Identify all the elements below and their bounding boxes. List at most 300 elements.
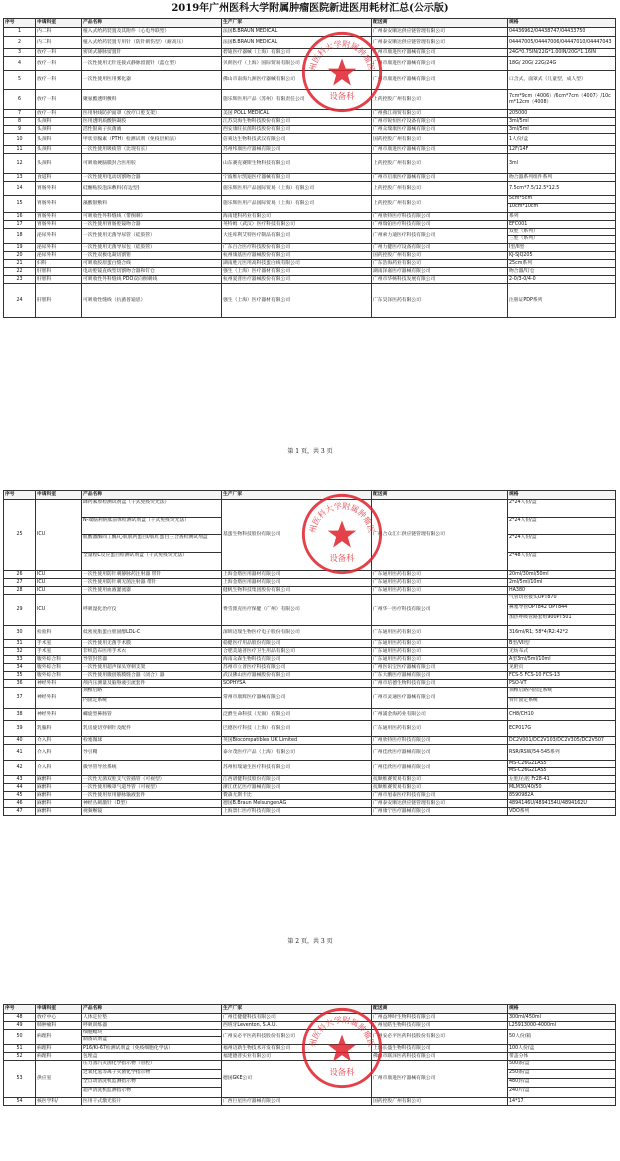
row-number: 11: [4, 146, 36, 154]
row-number: 44: [4, 784, 36, 792]
table-row: [4, 118, 616, 126]
department-cell: 头颈科: [36, 126, 82, 134]
product-name-cell: 藻酸银敷料: [82, 196, 222, 213]
spec-cell: 14*17: [508, 1098, 616, 1106]
table-row: [4, 196, 616, 213]
spec-cell: 04436962/04438747/04433750: [508, 28, 616, 37]
spec-cell-line: 500条/盒: [508, 1061, 615, 1070]
page-footer-2: 第 2 页，共 3 页: [287, 938, 333, 945]
manufacturer-cell: 法国B.BRAUN MEDICAL: [222, 37, 372, 49]
table-row: [4, 664, 616, 672]
table-row: [4, 90, 616, 110]
product-name-cell: 医用透明质酸钠凝胶: [82, 118, 222, 126]
row-number: 43: [4, 776, 36, 784]
row-number: 31: [4, 640, 36, 648]
product-name-cell-line: 肌酸激酶同工酶/心肌肌钙蛋白I/肌红蛋白三合查检测试剂盒: [82, 535, 221, 553]
row-number: 2: [4, 37, 36, 49]
table-row: [4, 37, 616, 49]
distributor-cell: 广州合众汇仁供应链管理有限公司: [372, 500, 508, 571]
manufacturer-cell: 泛爵生命科技（无锡）有限公司: [222, 709, 372, 721]
department-cell: 麻醉科: [36, 808, 82, 816]
table-row: [4, 1053, 616, 1061]
table-row: [4, 146, 616, 154]
table-row: [4, 244, 616, 252]
distributor-cell: 广州市华畅科技发展有限公司: [372, 276, 508, 284]
product-name-cell: 可吸收性外科缝线 PDO双向倒刺线: [82, 276, 222, 284]
row-number: 52: [4, 1053, 36, 1061]
spec-cell: 8590982A: [508, 792, 616, 800]
spec-cell: 04447005/04447006/04447010/04447043: [508, 37, 616, 49]
table-row: [4, 626, 616, 640]
manufacturer-cell: 武汉佛山医疗器械股份有限公司: [222, 672, 372, 680]
manufacturer-cell: 广东百合医疗科技股份有限公司: [222, 244, 372, 252]
column-header: 序号: [4, 19, 36, 28]
table-row: [4, 1098, 616, 1106]
consumables-table: [3, 18, 616, 318]
spec-cell: A型3ml/5ml/10ml: [508, 656, 616, 664]
distributor-cell: 广州星皓生物科技有限公司: [372, 1022, 508, 1030]
table-row: [4, 648, 616, 656]
distributor-cell: 广州市康进医疗器械有限公司: [372, 49, 508, 57]
product-name-cell-line: 压力蒸汽灭菌化学指示物（管腔）: [82, 1061, 221, 1070]
distributor-cell: 广东通用医药有限公司: [372, 721, 508, 737]
distributor-cell: 广东通用医药有限公司: [372, 640, 508, 648]
table-row: [4, 579, 616, 587]
distributor-cell: 广东通用医药有限公司: [372, 587, 508, 595]
spec-cell-line: 气管切管接头OPT870: [508, 595, 615, 605]
manufacturer-cell: 施乐辉医用产品（苏州）有限责任公司: [222, 90, 372, 110]
row-number: 35: [4, 672, 36, 680]
row-number: 13: [4, 174, 36, 182]
spec-cell: 316ml/R1; 58*4/R2:42*2: [508, 626, 616, 640]
spec-cell: RSR/RSW/54-545系列: [508, 745, 616, 761]
row-number: 22: [4, 268, 36, 276]
distributor-cell: 广州众瑞康医疗器械有限公司: [372, 126, 508, 134]
row-number: 34: [4, 664, 36, 672]
distributor-cell: 抚顺维赛贸易有限公司: [372, 776, 508, 784]
department-cell: 核医学科/: [36, 1098, 82, 1106]
distributor-cell: 国药控股广州有限公司: [372, 134, 508, 146]
spec-cell: 注册证PDP系列: [508, 284, 616, 318]
column-header: 规格: [508, 491, 616, 500]
spec-cell: 25cm系列: [508, 260, 616, 268]
department-cell: ICU: [36, 571, 82, 579]
product-name-cell-line: N-端脑利钠肽前体检测试剂盒（干式免疫荧光法）: [82, 518, 221, 536]
product-name-cell: 一次性使用无菌手术膜: [82, 640, 222, 648]
row-number: 20: [4, 252, 36, 260]
row-number: 28: [4, 587, 36, 595]
product-name-cell: 植入式给药装置及其附件（心电导联型）: [82, 28, 222, 37]
distributor-cell: 广州燕江商贸有限公司: [372, 110, 508, 118]
product-name-cell: 一次性使用泵用静脉输液套件: [82, 792, 222, 800]
manufacturer-cell: 福建德普实业有限公司: [222, 1053, 372, 1061]
distributor-cell: 广州欣特医疗科技有限公司: [372, 213, 508, 221]
distributor-cell: 广州市灵通医疗器械有限公司: [372, 688, 508, 709]
column-header: 申请科室: [36, 1005, 82, 1014]
manufacturer-cell: 費森尤斯卡比: [222, 792, 372, 800]
product-name-cell-line: 过氧化氢等离子灭菌化学指示物: [82, 1070, 221, 1079]
table-row: [4, 154, 616, 174]
department-cell: 胃肠外科: [36, 213, 82, 221]
manufacturer-cell: 强生（上海）医疗器材有限公司: [222, 268, 372, 276]
row-number: 46: [4, 800, 36, 808]
product-name-cell: 微导管导丝系统: [82, 761, 222, 776]
row-number: 24: [4, 284, 36, 318]
product-name-cell: 一次性使用喉罩气道导管（可视型）: [82, 784, 222, 792]
spec-cell: 300ml/450ml: [508, 1014, 616, 1022]
manufacturer-cell: 上海金塔医用器材有限公司: [222, 571, 372, 579]
product-name-cell: 一次性使用超声探头穿刺支架: [82, 664, 222, 672]
department-cell: 肝胆科: [36, 268, 82, 276]
spec-cell: 口含式，面罩式（儿童型，成人型）: [508, 71, 616, 90]
manufacturer-cell: 苏州恒瑞迪生医疗科技有限公司: [222, 761, 372, 776]
department-cell: 头颈科: [36, 146, 82, 154]
table-row: [4, 126, 616, 134]
product-name-cell: 一次性无菌双腔支气管插管（可视型）: [82, 776, 222, 784]
distributor-cell: 广东大鹏医疗器械有限公司: [372, 672, 508, 680]
column-header: 生产厂家: [222, 19, 372, 28]
manufacturer-cell: 西班牙Leventon, S.A.U.: [222, 1022, 372, 1030]
department-cell: 腹外综合科: [36, 656, 82, 664]
distributor-cell: 广东通用医药有限公司: [372, 626, 508, 640]
spec-cell: 2-0/3-0/4-0: [508, 276, 616, 284]
spec-cell: 18G/ 20G/ 22G/24G: [508, 57, 616, 71]
table-row: [4, 134, 616, 146]
row-number: 48: [4, 1014, 36, 1022]
table-row: [4, 252, 616, 260]
manufacturer-cell: 广州安必平医药科技股份有限公司: [222, 1030, 372, 1045]
spec-cell-line: 加热呼吸管路套组900PT501: [509, 615, 572, 620]
spec-cell-line: 2*24人份/盒: [508, 518, 615, 536]
department-cell: 介入科: [36, 745, 82, 761]
department-cell: 麻醉科: [36, 800, 82, 808]
spec-cell-line: 480封/盒: [508, 1079, 615, 1088]
spec-cell: [508, 761, 616, 776]
seal-sub-text: 设备科: [329, 552, 355, 563]
distributor-cell: 广州康宁医疗器械有限公司: [372, 808, 508, 816]
product-name-cell: 电动腔镜直线型切割吻合器和钉仓: [82, 268, 222, 276]
spec-cell: ECP017G: [508, 721, 616, 737]
spec-cell: 50人份/箱: [508, 1030, 616, 1045]
table-header-row: [4, 1005, 616, 1014]
spec-cell: HA380: [508, 587, 616, 595]
spec-cell: KJ-SJQ205: [508, 252, 616, 260]
department-cell: 放疗一科: [36, 110, 82, 118]
spec-cell: 系列: [508, 213, 616, 221]
department-cell: 放疗一科: [36, 49, 82, 57]
product-name-cell: 医用射线防护面罩（放疗口腔支架）: [82, 110, 222, 118]
distributor-cell: 广州市培德生物科技有限公司: [372, 680, 508, 688]
column-header: 序号: [4, 491, 36, 500]
table-row: [4, 284, 616, 318]
product-name-cell: 包埋盒: [82, 1053, 222, 1061]
product-name-cell: 神经丛刺激针（D型）: [82, 800, 222, 808]
product-name-cell-line: 超声清洗机监测指示物: [83, 1088, 131, 1093]
distributor-cell: 广州瑞铂医疗科技有限公司: [372, 221, 508, 229]
table-row: [4, 1022, 616, 1030]
department-cell: 食道科: [36, 174, 82, 182]
manufacturer-cell: 贝朗医疗（上海）国际贸易有限公司: [222, 57, 372, 71]
spec-cell: 2ml/5ml/10ml: [508, 579, 616, 587]
table-row: [4, 229, 616, 244]
table-row: [4, 110, 616, 118]
manufacturer-cell: 费雪派克医疗保健（广州）有限公司: [222, 595, 372, 626]
department-cell: 泌尿外科: [36, 252, 82, 260]
manufacturer-cell: 宁波维尔凯迪医疗器械有限公司: [222, 174, 372, 182]
column-header: 规格: [508, 1005, 616, 1014]
table-header-row: [4, 491, 616, 500]
table-row: [4, 761, 616, 776]
seal-sub-text: 设备科: [329, 1066, 355, 1077]
row-number: 40: [4, 737, 36, 745]
document-title: 2019年广州医科大学附属肿瘤医院新进医用耗材汇总(公示版): [171, 3, 449, 14]
distributor-cell: 广东通用医药有限公司: [372, 571, 508, 579]
manufacturer-cell: 杭州爱普医疗器械股份有限公司: [222, 276, 372, 284]
manufacturer-cell: 法国B.BRAUN MEDICAL: [222, 28, 372, 37]
manufacturer-cell: 倍爽达生物科技武汉有限公司: [222, 134, 372, 146]
distributor-cell: 广州市康进医疗器械有限公司: [372, 1061, 508, 1098]
distributor-cell: 广东通用医药有限公司: [372, 656, 508, 664]
product-name-cell: 视频喉镜: [82, 808, 222, 816]
product-name-cell: 导引鞘: [82, 745, 222, 761]
table-row: [4, 182, 616, 196]
row-number: 21: [4, 260, 36, 268]
manufacturer-cell: 美国 POLL MEDICAL: [222, 110, 372, 118]
department-cell: 神经外科: [36, 709, 82, 721]
distributor-cell: 广州泰安顺达供应链管理有限公司: [372, 800, 508, 808]
product-name-cell: 硅酮贴胶泡沫敷料(有边型): [82, 182, 222, 196]
table-row: [4, 1045, 616, 1053]
department-cell: 病理科: [36, 1030, 82, 1045]
spec-cell-line: 2*24人份/盒: [508, 535, 615, 553]
distributor-cell: 广东浩海药业有限公司: [372, 260, 508, 268]
product-name-cell: [82, 1061, 222, 1098]
spec-cell: 20ml/30ml/50ml: [508, 571, 616, 579]
column-header: 申请科室: [36, 19, 82, 28]
table-row: [4, 1014, 616, 1022]
manufacturer-cell: 佛山市南海九洲医疗器械有限公司: [222, 71, 372, 90]
distributor-cell: 广州佳欣医疗器械有限公司: [372, 761, 508, 776]
department-cell: 泌尿外科: [36, 244, 82, 252]
row-number: 33: [4, 656, 36, 664]
spec-cell: DC2V001/DC2V103/DC2V305/DC2V507: [508, 737, 616, 745]
row-number: 16: [4, 213, 36, 221]
table-header-row: [4, 19, 616, 28]
department-cell: 检验科: [36, 626, 82, 640]
spec-cell: [508, 500, 616, 571]
distributor-cell: 广州市旭泰医疗科技有限公司: [372, 792, 508, 800]
product-name-cell: 医用干式激光胶片: [82, 1098, 222, 1106]
table-row: [4, 800, 616, 808]
column-header: 配送商: [372, 19, 508, 28]
product-name-cell: 一次性使用无菌导尿包（硅胶管）: [82, 244, 222, 252]
distributor-cell: 上海长盛生物科技有限公司: [372, 1045, 508, 1053]
table-row: [4, 587, 616, 595]
row-number: 14: [4, 182, 36, 196]
product-name-cell: 一次性使用吸痰管（比现有长）: [82, 146, 222, 154]
table-row: [4, 1061, 616, 1098]
table-row: [4, 268, 616, 276]
product-name-cell: 活性银离子抗菌液: [82, 126, 222, 134]
table-row: [4, 1030, 616, 1045]
department-cell: 腹外综合科: [36, 664, 82, 672]
manufacturer-cell: 强生（上海）医疗器材有限公司: [222, 284, 372, 318]
table-row: [4, 680, 616, 688]
distributor-cell: 上药控股广州有限公司: [372, 90, 508, 110]
row-number: 4: [4, 57, 36, 71]
row-number: 54: [4, 1098, 36, 1106]
spec-cell: VDO系列: [508, 808, 616, 816]
department-cell: 妇科: [36, 260, 82, 268]
manufacturer-cell: 上海金塔医用器材有限公司: [222, 579, 372, 587]
department-cell: 介入科: [36, 761, 82, 776]
row-number: 15: [4, 196, 36, 213]
manufacturer-cell: 基蛋生物科技股份有限公司: [222, 500, 372, 571]
product-name-cell: [82, 1030, 222, 1045]
spec-cell-line: 2*24人份/盒: [508, 500, 615, 518]
manufacturer-cell: 德国GKE公司: [222, 1061, 372, 1098]
spec-cell: 带盖分体: [508, 1053, 616, 1061]
spec-cell: 100人份/盒: [508, 1045, 616, 1053]
spec-cell-line: 250条/盒: [508, 1070, 615, 1079]
spec-cell: EFC001: [508, 221, 616, 229]
department-cell: 放疗中心: [36, 1014, 82, 1022]
department-cell: 神经外科: [36, 688, 82, 709]
product-name-cell: 一次性使用胃肠腔镜吻合器: [82, 221, 222, 229]
spec-cell: FCS-5 FCS-10 FCS-13: [508, 672, 616, 680]
spec-cell: 3ml: [508, 154, 616, 174]
spec-cell-line: MS-C26G21AS5: [508, 761, 615, 768]
product-name-cell: 一次性使用血液灌流器: [82, 587, 222, 595]
distributor-cell: 广州浦金海药业有限公司: [372, 709, 508, 721]
table-row: [4, 672, 616, 680]
department-cell: 放疗一科: [36, 57, 82, 71]
distributor-cell: 抚顺维赛贸易有限公司: [372, 784, 508, 792]
row-number: 41: [4, 745, 36, 761]
product-name-cell: 甲状旁腺素（PTH）检测试剂（免疫层析法）: [82, 134, 222, 146]
manufacturer-cell: SOPHYSA: [222, 680, 372, 688]
spec-cell-line: 颈椎后路内固定系统: [508, 688, 615, 698]
distributor-cell: 广州市启康医疗器械有限公司: [372, 174, 508, 182]
spec-cell-line: 双腔（系列）: [508, 229, 615, 236]
row-number: 12: [4, 154, 36, 174]
product-name-cell: 一次性使用无针连接式静脉留置针（蓝仓型）: [82, 57, 222, 71]
department-cell: 供应室: [36, 1061, 82, 1098]
product-name-cell: 一次性使用无菌导尿管（硅胶管）: [82, 229, 222, 244]
manufacturer-cell: 稳健医疗用品股份有限公司: [222, 640, 372, 648]
distributor-cell: 广州欣特医疗科技有限公司: [372, 737, 508, 745]
spec-cell: [508, 688, 616, 709]
distributor-cell: 国药控股广州有限公司: [372, 1098, 508, 1106]
table-row: [4, 49, 616, 57]
department-cell: 胃肠外科: [36, 196, 82, 213]
product-name-cell: 栓塞微球: [82, 737, 222, 745]
distributor-cell: 广州益坤时生物科技有限公司: [372, 1014, 508, 1022]
row-number: 1: [4, 28, 36, 37]
department-cell: 手术室: [36, 648, 82, 656]
spec-cell: 24G*0.75IN/22G*1.00IN/20G*1.16IN: [508, 49, 616, 57]
distributor-cell: 湖南泽嘉医疗器械有限公司: [372, 268, 508, 276]
row-number: 10: [4, 134, 36, 146]
department-cell: 头颈科: [36, 154, 82, 174]
distributor-cell: 广东通用医药有限公司: [372, 579, 508, 587]
table-row: [4, 721, 616, 737]
product-name-cell: 低密度脂蛋白胆固醇LDL-C: [82, 626, 222, 640]
consumables-table: [3, 1004, 616, 1106]
distributor-cell: 广州安必平医药科技股份有限公司: [372, 1030, 508, 1045]
department-cell: 放疗一科: [36, 90, 82, 110]
department-cell: 手术室: [36, 640, 82, 648]
spec-cell-line: 三腔（系列）: [509, 236, 538, 241]
distributor-cell: 广州泰安顺达供应链管理有限公司: [372, 37, 508, 49]
product-name-cell: 乳房旋切穿刺针及配件: [82, 721, 222, 737]
row-number: 26: [4, 571, 36, 579]
department-cell: 肝胆科: [36, 276, 82, 284]
table-row: [4, 276, 616, 284]
spec-cell: 7cm*9cm（4006）/6cm*7cm（4007）/10cm*12cm（4008）: [508, 90, 616, 110]
row-number: 27: [4, 579, 36, 587]
manufacturer-cell: 施乐辉医用产品国际贸易（上海）有限公司: [222, 182, 372, 196]
column-header: 配送商: [372, 1005, 508, 1014]
spec-cell: [508, 229, 616, 244]
distributor-cell: 广东昊泽医药有限公司: [372, 284, 508, 318]
department-cell: 麻醉科: [36, 792, 82, 800]
column-header: 序号: [4, 1005, 36, 1014]
spec-cell: 7.5cm*7.5/12.5*12.5: [508, 182, 616, 196]
manufacturer-cell: 健帆生物科技集团股份有限公司: [222, 587, 372, 595]
department-cell: 麻醉科: [36, 784, 82, 792]
spec-cell-line: 2*48人份/盒: [509, 552, 537, 558]
product-name-cell-line: 颈椎后路: [82, 688, 221, 698]
manufacturer-cell: 广州佳健健科技有限公司: [222, 1014, 372, 1022]
manufacturer-cell: 杭州康基医疗器械股份有限公司: [222, 252, 372, 260]
product-name-cell: 呼吸湿化治疗仪: [82, 595, 222, 626]
manufacturer-cell: 湖南胜元医用高科技蛋白线有限公司: [222, 260, 372, 268]
page-footer-1: 第 1 页，共 3 页: [287, 448, 333, 455]
row-number: 51: [4, 1045, 36, 1053]
manufacturer-cell: 合肥美迪普医疗卫生用品有限公司: [222, 648, 372, 656]
distributor-cell: 广州市康进医疗器械有限公司: [372, 146, 508, 154]
spec-cell: 3ml/5ml: [508, 126, 616, 134]
table-row: [4, 640, 616, 648]
column-header: 规格: [508, 19, 616, 28]
distributor-cell: 广州市康进医疗器械有限公司: [372, 57, 508, 71]
department-cell: 病理科: [36, 1053, 82, 1061]
product-name-cell-line: 全自动清洗机监测指示物: [82, 1079, 221, 1088]
spec-cell-line: 鼻塞导管OPT842 OPT844: [508, 605, 615, 615]
spec-cell: [508, 196, 616, 213]
department-cell: 病理科: [36, 1045, 82, 1053]
department-cell: 肺肿瘤科: [36, 1022, 82, 1030]
spec-cell: [508, 1061, 616, 1098]
table-row: [4, 571, 616, 579]
row-number: 37: [4, 688, 36, 709]
product-name-cell: 螺旋型鼻肠管: [82, 709, 222, 721]
row-number: 6: [4, 90, 36, 110]
product-name-cell: 一次性使用电动切割吻合器: [82, 174, 222, 182]
product-name-cell: [82, 500, 222, 571]
product-name-cell: 一次性双极电凝切割钳: [82, 252, 222, 260]
manufacturer-cell: 施乐辉医用产品国际贸易（上海）有限公司: [222, 196, 372, 213]
distributor-cell: 上药控股广州有限公司: [372, 182, 508, 196]
row-number: 45: [4, 792, 36, 800]
table-row: [4, 745, 616, 761]
spec-cell: B型/VII型: [508, 640, 616, 648]
distributor-cell: 上药控股广州有限公司: [372, 196, 508, 213]
distributor-cell: 广州力健医疗设备有限公司: [372, 244, 508, 252]
product-name-cell-line: 内固定系统: [83, 698, 107, 703]
spec-cell: 见附页: [508, 664, 616, 672]
